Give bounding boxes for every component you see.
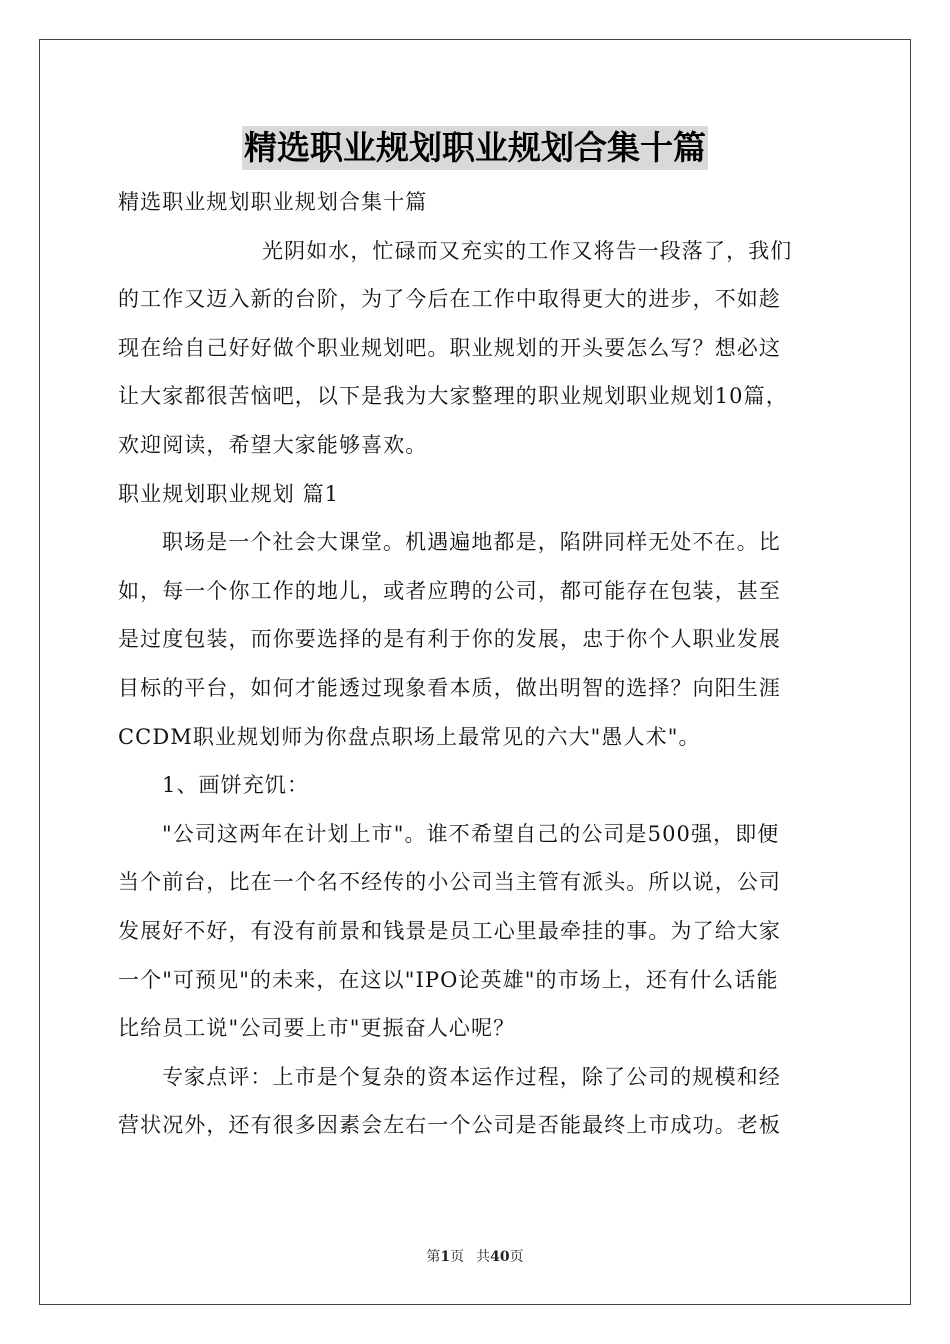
paragraph-line: "公司这两年在计划上市"。谁不希望自己的公司是500强，即便 bbox=[162, 821, 780, 846]
paragraph-line: 是过度包装，而你要选择的是有利于你的发展，忠于你个人职业发展 bbox=[118, 627, 781, 652]
paragraph-line: CCDM职业规划师为你盘点职场上最常见的六大"愚人术"。 bbox=[118, 724, 701, 749]
paragraph-line: 光阴如水，忙碌而又充实的工作又将告一段落了，我们 bbox=[262, 238, 793, 263]
total-suffix: 页 bbox=[509, 1249, 524, 1265]
total-prefix: 共 bbox=[476, 1249, 491, 1265]
page-total: 40 bbox=[490, 1249, 510, 1265]
page-footer bbox=[0, 1246, 950, 1266]
paragraph-line: 让大家都很苦恼吧，以下是我为大家整理的职业规划职业规划10篇， bbox=[118, 384, 788, 409]
paragraph-line: 一个"可预见"的未来，在这以"IPO论英雄"的市场上，还有什么话能 bbox=[118, 967, 779, 992]
paragraph-line: 发展好不好，有没有前景和钱景是员工心里最牵挂的事。为了给大家 bbox=[118, 918, 781, 943]
paragraph-line: 目标的平台，如何才能透过现象看本质，做出明智的选择？向阳生涯 bbox=[118, 675, 781, 700]
title-container bbox=[0, 126, 950, 170]
paragraph-line: 现在给自己好好做个职业规划吧。职业规划的开头要怎么写？想必这 bbox=[118, 335, 781, 360]
page-prefix: 第 bbox=[426, 1249, 441, 1265]
document-body bbox=[118, 178, 838, 1150]
paragraph-line: 的工作又迈入新的台阶，为了今后在工作中取得更大的进步，不如趁 bbox=[118, 287, 781, 312]
paragraph-line: 如，每一个你工作的地儿，或者应聘的公司，都可能存在包装，甚至 bbox=[118, 578, 781, 603]
document-title: 精选职业规划职业规划合集十篇 bbox=[242, 126, 708, 170]
page-suffix: 页 bbox=[450, 1249, 465, 1265]
section-heading: 职业规划职业规划 篇1 bbox=[118, 481, 340, 506]
list-item-heading: 1、画饼充饥： bbox=[162, 773, 310, 798]
paragraph-line: 比给员工说"公司要上市"更振奋人心呢？ bbox=[118, 1016, 516, 1041]
paragraph-line: 当个前台，比在一个名不经传的小公司当主管有派头。所以说，公司 bbox=[118, 870, 781, 895]
paragraph-line: 职场是一个社会大课堂。机遇遍地都是，陷阱同样无处不在。比 bbox=[162, 530, 781, 555]
page-current: 1 bbox=[440, 1249, 451, 1265]
subtitle-line: 精选职业规划职业规划合集十篇 bbox=[118, 190, 428, 214]
paragraph-line: 欢迎阅读，希望大家能够喜欢。 bbox=[118, 432, 428, 457]
paragraph-line: 营状况外，还有很多因素会左右一个公司是否能最终上市成功。老板 bbox=[118, 1113, 781, 1138]
paragraph-line: 专家点评：上市是个复杂的资本运作过程，除了公司的规模和经 bbox=[162, 1064, 781, 1089]
